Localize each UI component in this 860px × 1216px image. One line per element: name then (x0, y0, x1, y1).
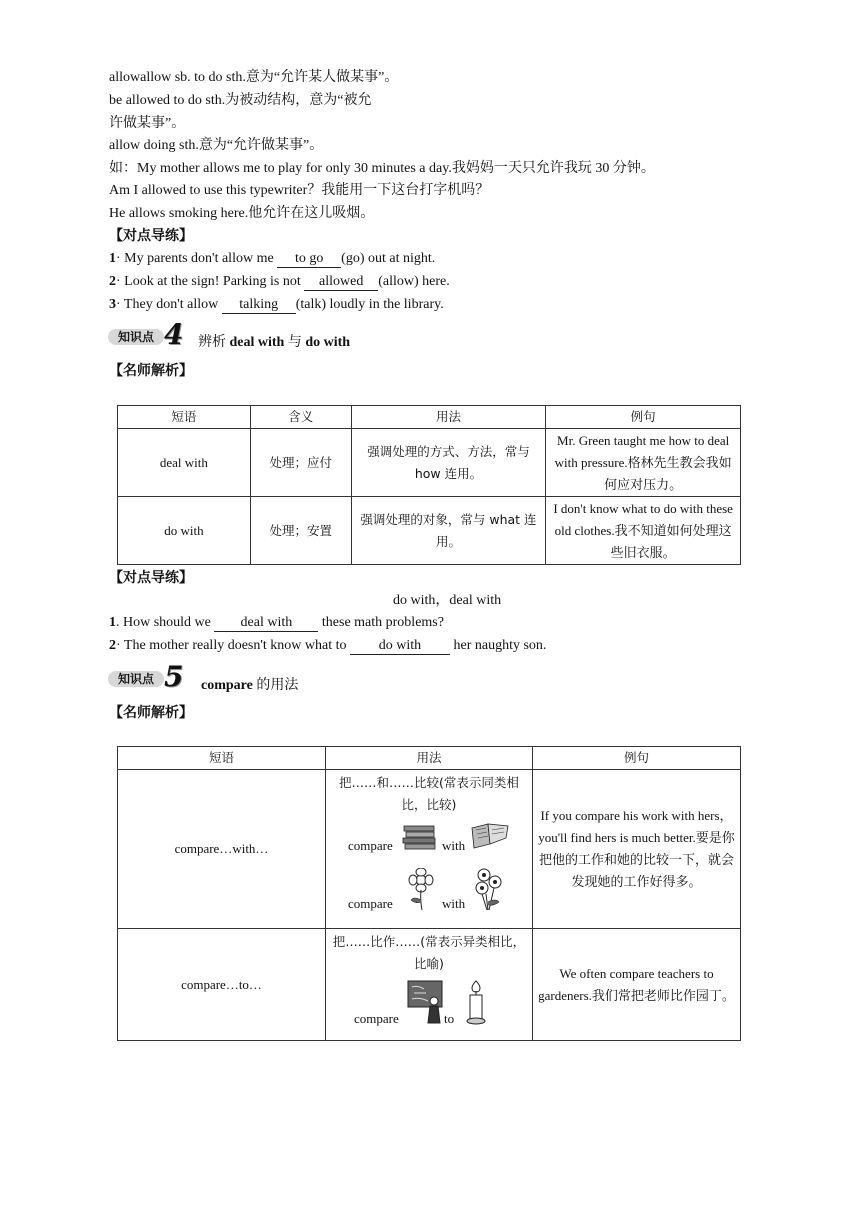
exercise-text: (go) out at night. (341, 251, 436, 266)
table-row (118, 929, 741, 1041)
table-row (118, 770, 741, 929)
exercise-text: these math problems? (318, 615, 444, 630)
open-book-icon (470, 822, 510, 850)
title-term: deal with (229, 335, 285, 350)
title-term: compare (201, 678, 253, 693)
compare-table (117, 746, 741, 1041)
table-header-row (118, 747, 741, 770)
intro-line: be allowed to do sth.为被动结构，意为“被允 (109, 93, 372, 108)
intro-line: Am I allowed to use this typewriter？我能用一下这台打字机吗？ (109, 183, 490, 198)
intro-line: allowallow sb. to do sth.意为“允许某人做某事”。 (109, 70, 399, 85)
picture-row (330, 977, 528, 1033)
table-row (118, 497, 741, 565)
exercise-text: They don't allow (123, 297, 222, 312)
usage-text: 把……比作……(常表示异类相比，比喻) (332, 934, 526, 971)
intro-line: 如：My mother allows me to play for only 30 minutes a day.我妈妈一天只允许我玩 30 分钟。 (109, 161, 655, 176)
table-header: 例句 (546, 406, 741, 429)
exercise-item: 2· The mother really doesn't know what to do with her naughty son. (109, 638, 547, 653)
knowledge-point-number: 5 (164, 660, 184, 693)
books-stack-icon (402, 822, 438, 850)
title-term: do with (305, 335, 351, 350)
practice-heading: 【对点导练】 (109, 571, 193, 586)
table-header: 短语 (118, 747, 326, 770)
table-header: 含义 (250, 406, 351, 429)
usage-text: 把……和……比较(常表示同类相比，比较) (339, 775, 519, 812)
table-header: 用法 (326, 747, 533, 770)
knowledge-point-number: 4 (164, 318, 184, 351)
knowledge-point-title (201, 674, 298, 694)
exercise-text: Look at the sign! Parking is not (124, 274, 305, 289)
practice-heading: 【对点导练】 (109, 229, 193, 244)
analysis-heading: 【名师解析】 (109, 364, 193, 379)
table-header: 例句 (533, 747, 741, 770)
teacher-blackboard-icon (406, 979, 446, 1025)
example-cell: We often compare teachers to gardeners.我们常把老师比作园丁。 (533, 929, 741, 1041)
phrase-cell: compare…to… (118, 929, 326, 1041)
meaning-cell: 处理；安置 (250, 497, 351, 565)
usage-cell (326, 770, 533, 929)
answer-blank: to go (277, 251, 341, 268)
exercise-text: The mother really doesn't know what to (123, 638, 350, 653)
exercise-text: How should we (123, 615, 215, 630)
picture-word: with (442, 896, 466, 911)
title-prefix: 辨析 (198, 335, 230, 350)
intro-line: He allows smoking here.他允许在这儿吸烟。 (109, 206, 375, 221)
candle-icon (464, 979, 488, 1025)
phrase-cell: do with (118, 497, 251, 565)
flower-icon (406, 868, 436, 912)
picture-word: compare (348, 896, 393, 911)
exercise-text: her naughty son. (450, 638, 547, 653)
exercise-number: 1 (109, 251, 116, 266)
usage-cell: 强调处理的方式、方法，常与 how 连用。 (351, 429, 546, 497)
example-cell: If you compare his work with hers，you'll find hers is much better.要是你把他的工作和她的比较一下，就会发现她的工作好得多。 (533, 770, 741, 929)
table-header: 短语 (118, 406, 251, 429)
title-connector: 与 (284, 335, 306, 350)
exercise-text: (talk) loudly in the library. (295, 297, 444, 312)
exercise-text: My parents don't allow me (124, 251, 278, 266)
exercise-number: 1 (109, 615, 116, 630)
flower-bunch-icon (472, 866, 504, 912)
knowledge-point-label: 知识点 (108, 671, 164, 687)
title-rest: 的用法 (252, 678, 299, 693)
usage-cell: 强调处理的对象，常与 what 连用。 (351, 497, 546, 565)
meaning-cell: 处理；应付 (250, 429, 351, 497)
knowledge-point-label: 知识点 (108, 329, 164, 345)
table-row (118, 429, 741, 497)
intro-line: 许做某事”。 (109, 116, 186, 131)
example-cell: I don't know what to do with these old clothes.我不知道如何处理这些旧衣服。 (546, 497, 741, 565)
exercise-item: 1. How should we deal with these math problems? (109, 615, 444, 630)
knowledge-point-badge (108, 318, 184, 351)
example-cell: Mr. Green taught me how to deal with pressure.格林先生教会我如何应对压力。 (546, 429, 741, 497)
deal-do-with-table (117, 405, 741, 565)
table-header-row (118, 406, 741, 429)
picture-row (330, 818, 528, 864)
picture-word: to (444, 1011, 455, 1026)
answer-blank: do with (350, 638, 450, 655)
phrase-cell: compare…with… (118, 770, 326, 929)
answer-blank: talking (222, 297, 296, 314)
exercise-item: 2· Look at the sign! Parking is not allowed (allow) here. (109, 274, 450, 289)
picture-word: with (442, 838, 466, 853)
answer-blank: deal with (214, 615, 318, 632)
exercise-number: 2 (109, 274, 116, 289)
exercise-number: 2 (109, 638, 116, 653)
phrase-cell: deal with (118, 429, 251, 497)
knowledge-point-badge (108, 660, 184, 693)
word-bank: do with，deal with (393, 593, 502, 608)
exercise-text: (allow) here. (378, 274, 450, 289)
picture-word: compare (348, 838, 393, 853)
exercise-item: 1· My parents don't allow me to go (go) out at night. (109, 251, 436, 266)
picture-word: compare (354, 1011, 399, 1026)
exercise-item: 3· They don't allow talking (talk) loudly in the library. (109, 297, 444, 312)
answer-blank: allowed (304, 274, 378, 291)
usage-cell (326, 929, 533, 1041)
exercise-number: 3 (109, 297, 116, 312)
analysis-heading: 【名师解析】 (109, 706, 193, 721)
table-header: 用法 (351, 406, 546, 429)
picture-row (330, 866, 528, 918)
knowledge-point-title (198, 331, 350, 351)
intro-line: allow doing sth.意为“允许做某事”。 (109, 138, 324, 153)
